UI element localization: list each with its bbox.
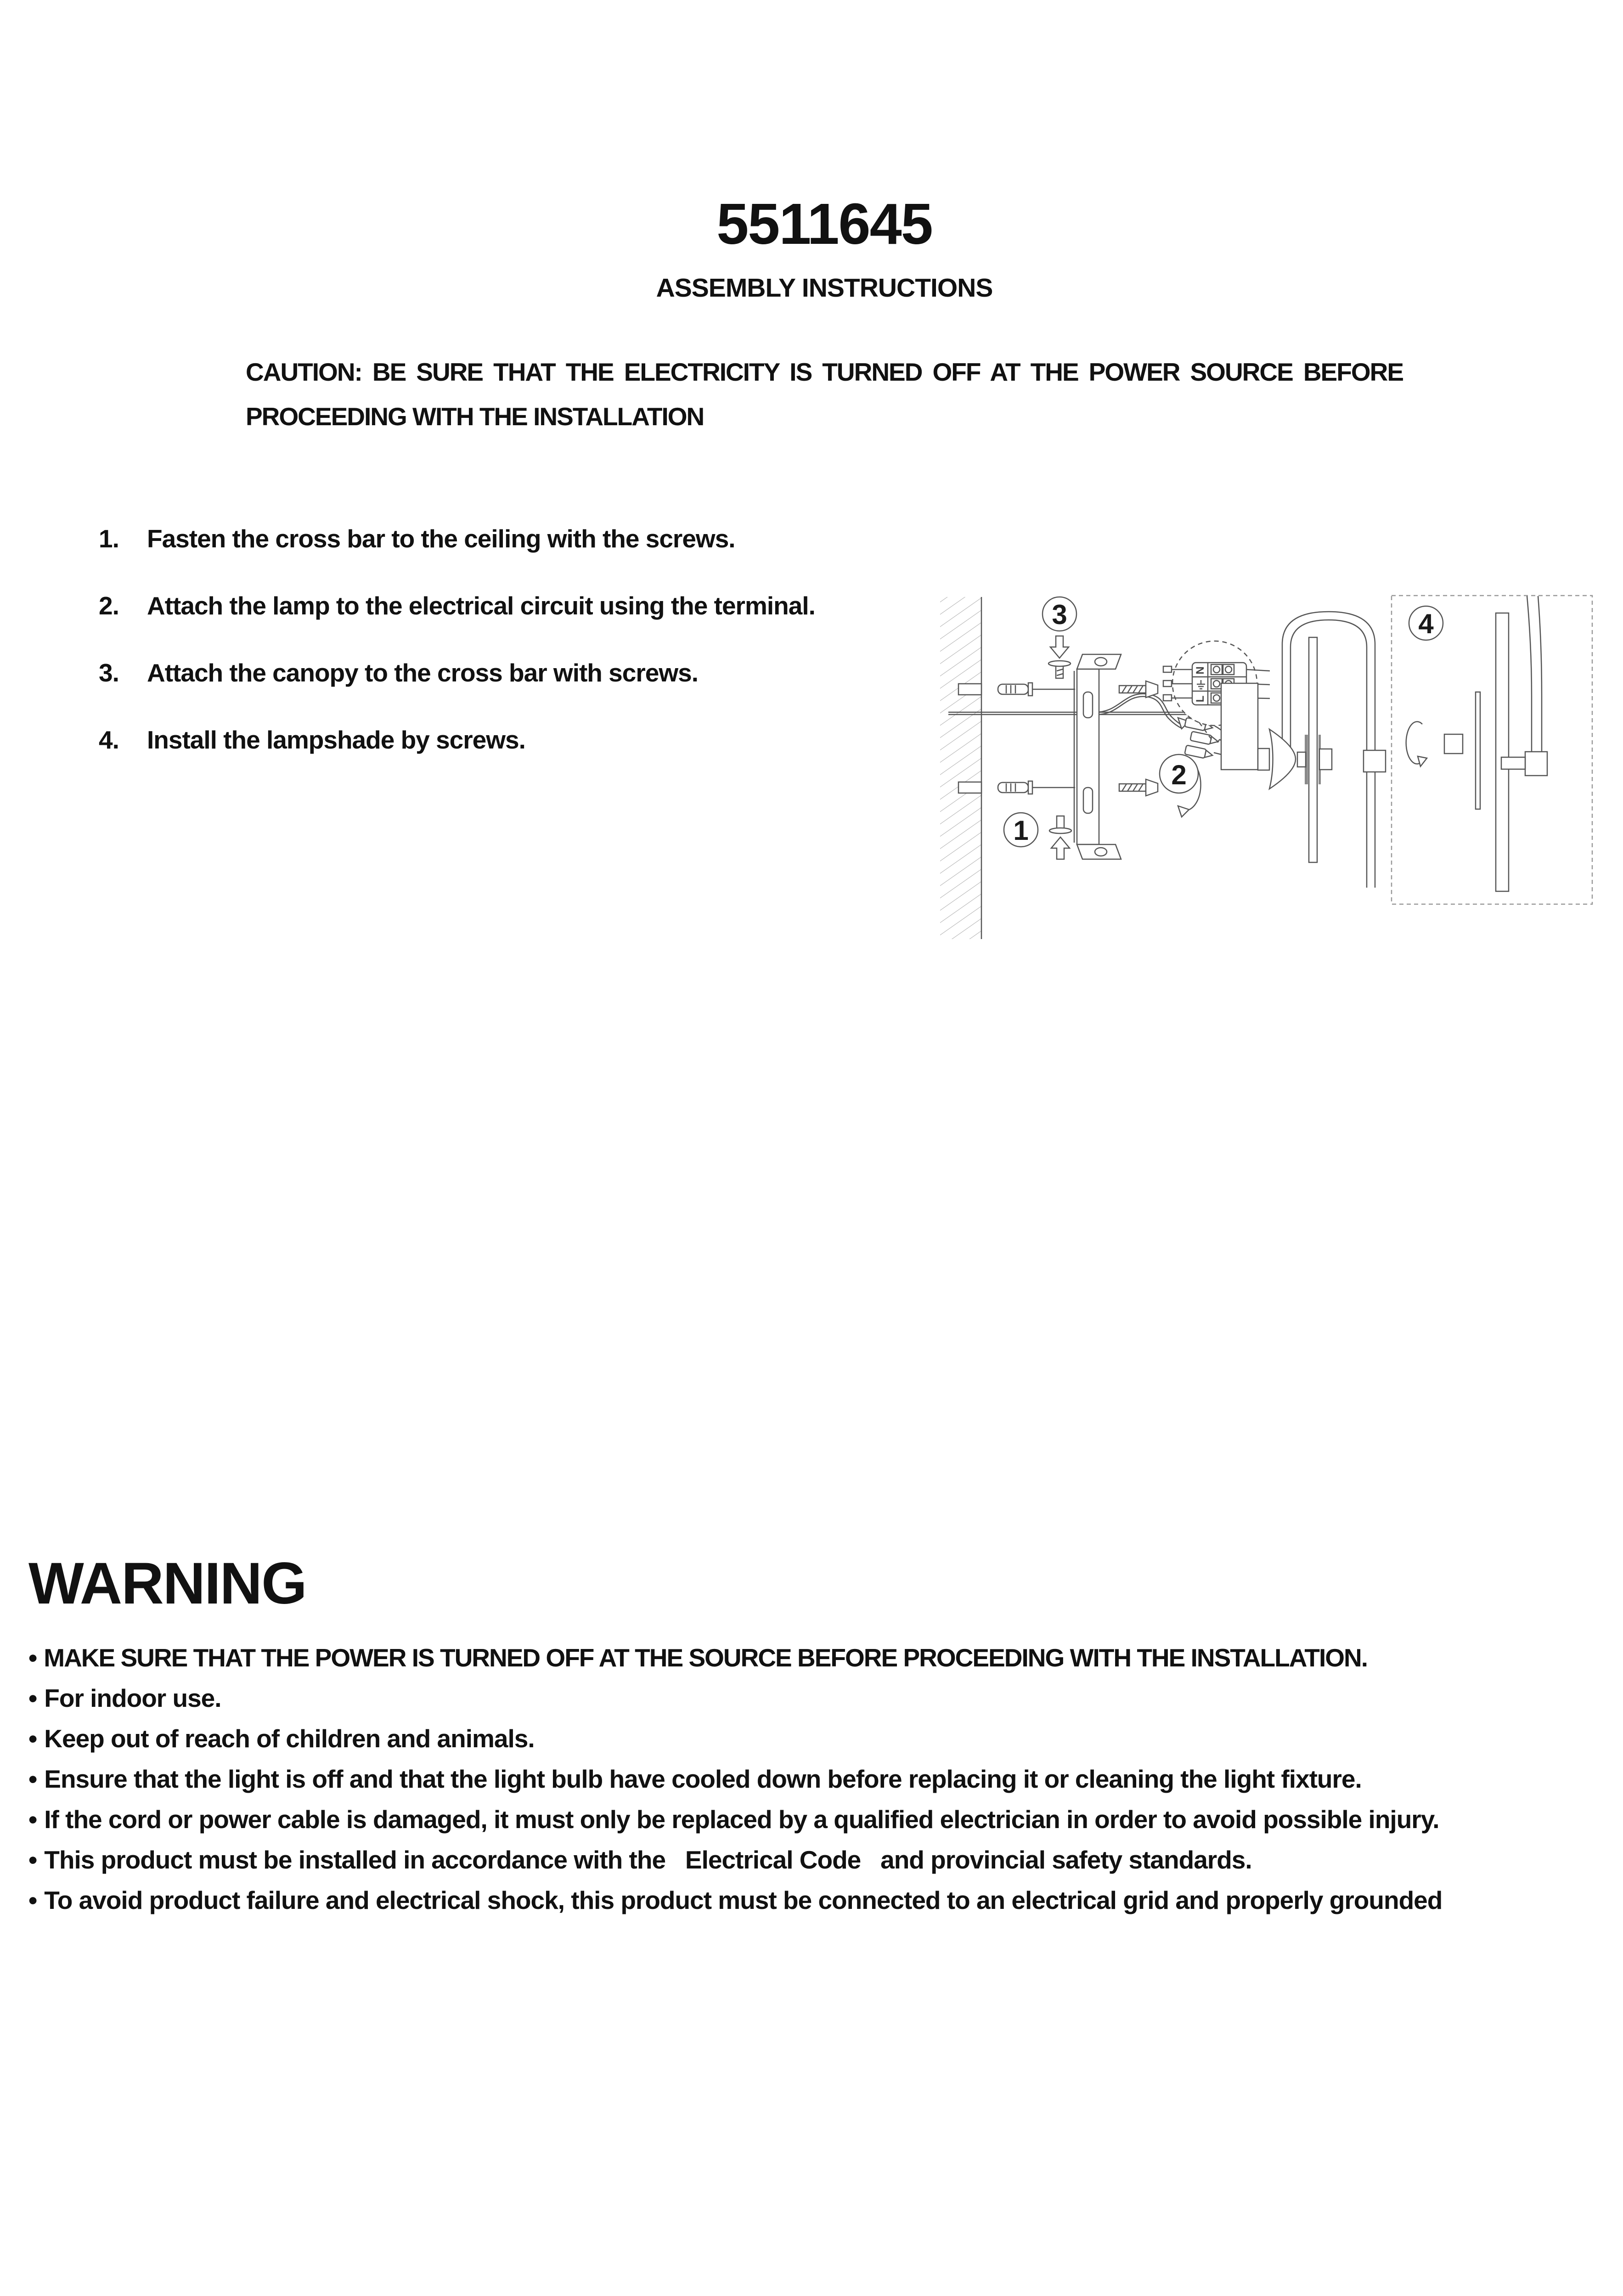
assembly-step xyxy=(99,505,896,572)
shade-bracket xyxy=(1525,752,1547,776)
warning-item-text: Ensure that the light is off and that the light bulb have cooled down before replacing it or cleaning the light fixture. xyxy=(44,1765,1362,1793)
rotation-arrow-icon xyxy=(1406,722,1427,766)
warning-items xyxy=(28,1638,1516,1920)
mounting-screw xyxy=(1119,779,1158,796)
assembly-step xyxy=(99,572,896,639)
warning-item-text: This product must be installed in accordance with the Electrical Code and provincial safety standards. xyxy=(44,1846,1252,1874)
step-panel-4 xyxy=(1392,596,1592,904)
warning-item xyxy=(28,1678,1516,1718)
bullet-icon: • xyxy=(28,1886,37,1914)
step-text: Install the lampshade by screws. xyxy=(147,726,525,754)
step-number: 3. xyxy=(99,658,119,687)
terminal-label-n: N xyxy=(1194,666,1206,675)
step-number: 1. xyxy=(99,524,119,553)
page-title: 5511645 xyxy=(716,191,932,256)
step-marker-2 xyxy=(1160,754,1198,793)
bullet-icon: • xyxy=(28,1765,37,1793)
terminal-label-l: L xyxy=(1194,695,1206,703)
wall-anchor xyxy=(998,683,1075,794)
arrow-up-icon xyxy=(1051,837,1070,859)
shade-bracket xyxy=(1319,749,1332,770)
step-text: Fasten the cross bar to the ceiling with the screws. xyxy=(147,524,735,553)
step-marker-3 xyxy=(1043,597,1076,631)
warning-section xyxy=(28,1552,1516,1920)
shade-bracket xyxy=(1501,757,1525,769)
svg-text:1: 1 xyxy=(1013,815,1029,846)
shade-bracket xyxy=(1364,750,1386,772)
mounting-square xyxy=(1297,752,1306,767)
assembly-steps-list xyxy=(99,505,896,773)
bullet-icon: • xyxy=(28,1805,37,1834)
assembly-step xyxy=(99,706,896,773)
warning-item xyxy=(28,1638,1516,1678)
svg-text:3: 3 xyxy=(1052,599,1067,630)
page-subtitle: ASSEMBLY INSTRUCTIONS xyxy=(656,273,993,303)
lampshade-trumpet xyxy=(1258,729,1296,789)
title-block xyxy=(0,192,1623,302)
warning-item-text: To avoid product failure and electrical shock, this product must be connected to an electrical grid and properly grounded xyxy=(44,1886,1443,1914)
cross-bar xyxy=(1074,654,1121,859)
warning-item xyxy=(28,1799,1516,1840)
assembly-diagram xyxy=(939,590,1596,951)
bullet-icon: • xyxy=(28,1846,37,1874)
shade-rail xyxy=(1476,692,1480,809)
wall-section xyxy=(940,597,981,939)
warning-item xyxy=(28,1840,1516,1880)
warning-item xyxy=(28,1718,1516,1759)
warning-item-text: MAKE SURE THAT THE POWER IS TURNED OFF AT THE SOURCE BEFORE PROCEEDING WITH THE INSTALLATION. xyxy=(44,1643,1368,1672)
step-number: 2. xyxy=(99,591,119,620)
step-text: Attach the canopy to the cross bar with screws. xyxy=(147,658,698,687)
svg-text:2: 2 xyxy=(1171,760,1187,790)
warning-heading: WARNING xyxy=(28,1551,306,1616)
step-marker-1 xyxy=(1004,813,1038,847)
thumb-screw xyxy=(1049,816,1071,833)
lamp-arm xyxy=(1527,596,1542,773)
svg-text:4: 4 xyxy=(1418,608,1434,639)
bullet-icon: • xyxy=(28,1724,37,1753)
step-number: 4. xyxy=(99,726,119,754)
warning-item-text: If the cord or power cable is damaged, it must only be replaced by a qualified electrician in order to avoid possible injury. xyxy=(44,1805,1439,1834)
warning-item-text: Keep out of reach of children and animals. xyxy=(44,1724,535,1753)
step-text: Attach the lamp to the electrical circuit using the terminal. xyxy=(147,591,815,620)
step-marker-4 xyxy=(1409,606,1443,640)
mounting-square xyxy=(1444,734,1463,754)
warning-item xyxy=(28,1880,1516,1920)
arrow-down-icon xyxy=(1050,636,1069,658)
warning-item xyxy=(28,1759,1516,1799)
thumb-screw xyxy=(1048,661,1071,678)
bullet-icon: • xyxy=(28,1643,37,1672)
lampshade-panel xyxy=(1496,613,1509,891)
lamp-canopy xyxy=(1221,683,1258,770)
mounting-screw xyxy=(1119,681,1158,698)
caution-text: CAUTION: BE SURE THAT THE ELECTRICITY IS TURNED OFF AT THE POWER SOURCE BEFORE PROCEEDING WITH THE INSTALLATION xyxy=(246,358,1403,431)
warning-item-text: For indoor use. xyxy=(44,1684,221,1712)
bullet-icon: • xyxy=(28,1684,37,1712)
lamp-rod xyxy=(1309,637,1317,862)
assembly-step xyxy=(99,639,896,706)
